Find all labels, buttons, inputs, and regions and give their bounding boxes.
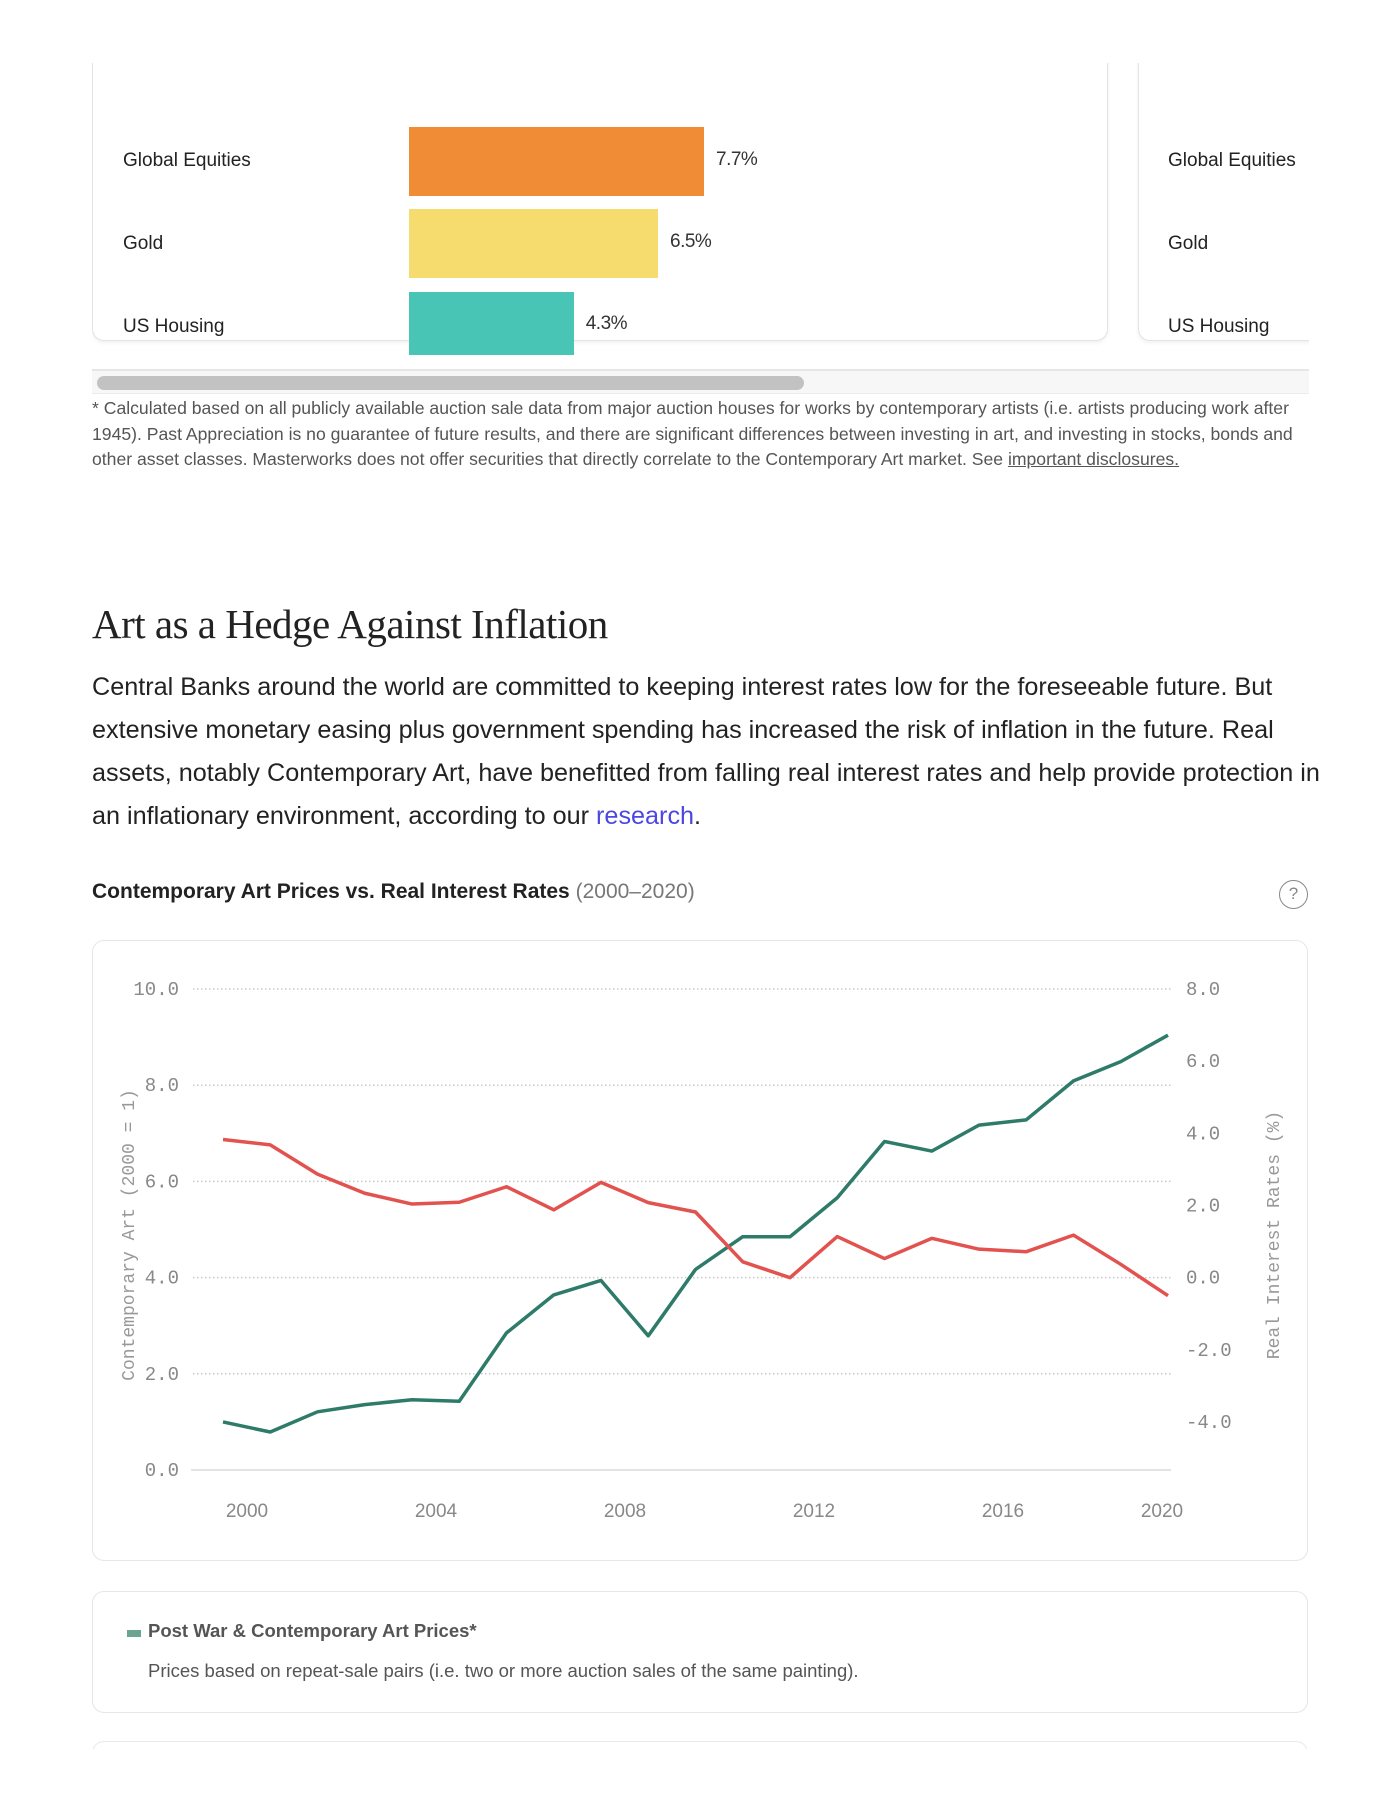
- section-paragraph: [92, 666, 1322, 838]
- left-axis-label: Contemporary Art (2000 = 1): [120, 1089, 140, 1381]
- right-tick-label: -4.0: [1186, 1412, 1232, 1435]
- x-tick-label: 2020: [1140, 1501, 1184, 1522]
- bar-value: 7.7%: [716, 149, 758, 170]
- x-tick-label: 2008: [603, 1501, 647, 1522]
- right-tick-label: 0.0: [1186, 1267, 1221, 1290]
- chart-title: [92, 880, 695, 904]
- bar-value: 6.5%: [670, 231, 712, 252]
- section-heading: Art as a Hedge Against Inflation: [92, 601, 608, 647]
- row-label: Gold: [123, 233, 164, 254]
- x-tick-label: 2012: [792, 1501, 836, 1522]
- left-tick-label: 8.0: [144, 1075, 179, 1098]
- left-tick-label: 4.0: [144, 1267, 179, 1290]
- chart-subtitle: (2000–2020): [575, 880, 695, 903]
- chart-title-text: Contemporary Art Prices vs. Real Interest Rates: [92, 880, 570, 903]
- right-axis-label: Real Interest Rates (%): [1265, 1110, 1285, 1360]
- chart-card: [92, 940, 1308, 1561]
- left-tick-label: 2.0: [144, 1363, 179, 1386]
- left-tick-label: 10.0: [133, 979, 179, 1001]
- research-link[interactable]: research: [596, 802, 695, 830]
- comparison-card: [92, 63, 1108, 341]
- legend-description: Prices based on repeat-sale pairs (i.e. two or more auction sales of the same painting).: [148, 1660, 859, 1681]
- art-prices-line: [223, 1035, 1168, 1432]
- paragraph-end: .: [694, 802, 702, 830]
- row-label: Global Equities: [123, 150, 251, 171]
- paragraph-text: Central Banks around the world are committed to keeping interest rates low for the foreseeable future. But extensive monetary easing plus government spending has increased the risk of inflation in the future. Real assets, notably Contemporary Art, have benefitted from falling real interest rates and help provide protection in an inflationary environment, according to our: [92, 673, 1320, 830]
- legend-title: Post War & Contemporary Art Prices*: [148, 1620, 477, 1641]
- row-label: Global Equities: [1168, 150, 1296, 171]
- row-label: Gold: [1168, 233, 1209, 254]
- legend-card: [92, 1591, 1308, 1713]
- footnote: [92, 396, 1314, 473]
- comparison-card: [1138, 63, 1309, 341]
- horizontal-scrollbar[interactable]: [92, 369, 1309, 394]
- x-tick-label: 2000: [225, 1501, 269, 1522]
- right-tick-label: 6.0: [1186, 1051, 1221, 1074]
- left-tick-label: 0.0: [144, 1460, 179, 1482]
- bar-value: 4.3%: [585, 313, 628, 334]
- bar-us-housing: [409, 292, 574, 355]
- disclosures-link[interactable]: important disclosures.: [1007, 449, 1180, 469]
- question-circle-icon[interactable]: ?: [1279, 880, 1308, 909]
- right-tick-label: -2.0: [1186, 1339, 1232, 1362]
- right-tick-label: 2.0: [1186, 1195, 1221, 1218]
- bar-gold: [409, 209, 658, 278]
- scrollbar-thumb[interactable]: [97, 376, 804, 390]
- row-label: US Housing: [1168, 316, 1270, 337]
- x-tick-label: 2004: [414, 1501, 458, 1522]
- footnote-text: * Calculated based on all publicly available auction sale data from major auction houses for works by contemporary artists (i.e. artists producing work after 1945). Past Appreciation is no guarantee of future results, and there are significant differences between investing in art, and investing in stocks, bonds and other asset classes. Masterworks does not offer securities that directly correlate to the Contemporary Art market. See: [92, 398, 1293, 469]
- line-chart: [93, 941, 1309, 1562]
- legend-swatch: [127, 1630, 141, 1637]
- row-label: US Housing: [123, 316, 225, 337]
- right-tick-label: 8.0: [1186, 979, 1221, 1001]
- right-tick-label: 4.0: [1186, 1123, 1221, 1146]
- comparison-carousel[interactable]: [92, 63, 1309, 355]
- bar-global-equities: [409, 127, 704, 196]
- left-tick-label: 6.0: [144, 1171, 179, 1194]
- x-tick-label: 2016: [981, 1501, 1025, 1522]
